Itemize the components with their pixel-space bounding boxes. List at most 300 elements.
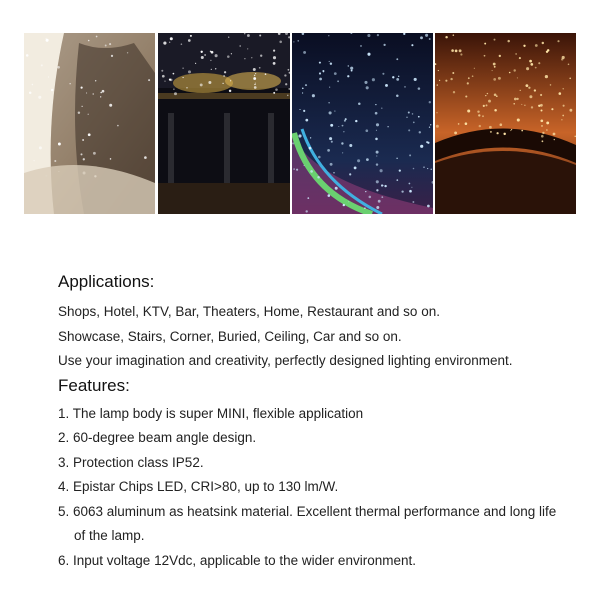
star-dot [355,120,357,122]
star-dot [144,156,147,159]
star-dot [524,105,525,106]
star-dot [46,38,47,39]
star-dot [100,92,102,94]
star-dot [472,75,474,77]
star-dot [378,200,381,203]
star-dot [408,129,410,131]
star-dot [303,165,304,166]
star-dot [358,103,361,106]
star-dot [496,95,498,97]
star-dot [305,210,307,212]
star-dot [514,98,517,101]
star-dot [204,54,206,56]
star-dot [465,95,467,97]
star-dot [307,197,309,199]
star-dot [328,35,329,36]
star-dot [418,116,420,118]
star-dot [338,126,339,127]
star-dot [479,125,481,127]
star-dot [247,34,250,37]
star-dot [499,55,501,57]
star-dot [195,63,196,64]
star-dot [493,78,496,81]
star-dot [488,100,491,103]
star-dot [273,56,276,59]
star-dot [319,78,322,81]
star-dot [82,139,84,141]
star-dot [265,73,267,75]
star-dot [46,39,49,42]
star-dot [531,106,533,108]
star-dot [186,87,188,89]
star-dot [396,95,399,98]
star-dot [344,120,346,122]
star-dot [418,87,421,90]
product-description [58,272,568,573]
star-dot [429,101,431,103]
star-dot [293,41,294,42]
star-dot [29,91,32,94]
star-dot [330,62,332,64]
star-dot [312,94,315,97]
star-dot [365,129,368,132]
star-dot [81,153,83,155]
star-dot [317,176,320,179]
star-dot [489,126,492,129]
star-dot [406,117,407,118]
star-dot [550,84,552,86]
star-dot [534,89,536,91]
star-dot [500,123,503,126]
star-dot [163,42,166,45]
star-dot [334,111,335,112]
star-dot [538,62,540,64]
star-dot [430,124,431,125]
star-dot [299,109,300,110]
star-dot [273,62,276,65]
star-dot [553,133,556,136]
star-dot [335,187,338,190]
star-dot [380,169,383,172]
star-dot [517,118,520,121]
star-dot [486,104,488,106]
star-dot [426,141,428,143]
star-dot [427,205,430,208]
star-dot [562,115,564,117]
star-dot [450,78,452,80]
star-dot [343,204,345,206]
star-dot [349,144,352,147]
star-dot [561,119,562,120]
star-dot [96,36,98,38]
star-dot [110,158,112,160]
star-dot [420,36,423,39]
star-dot [409,154,411,156]
star-dot [452,72,454,74]
star-dot [396,58,398,60]
star-dot [58,143,61,146]
applications-line: Use your imagination and creativity, perfectly designed lighting environment. [58,353,513,368]
photo-gallery [24,33,576,214]
star-dot [348,201,349,202]
star-dot [88,40,90,42]
star-dot [520,90,521,91]
star-dot [170,37,173,40]
star-dot [484,43,486,45]
star-dot [34,160,35,161]
star-dot [223,75,224,76]
star-dot [542,132,544,134]
star-dot [383,44,385,46]
star-dot [279,41,282,44]
star-dot [329,137,332,140]
star-dot [542,140,544,142]
star-dot [412,113,414,115]
star-dot [451,49,454,52]
star-dot [429,38,431,40]
star-dot [254,75,255,76]
star-dot [445,36,447,38]
star-dot [529,60,532,63]
star-dot [376,130,377,131]
star-dot [382,73,384,75]
star-dot [190,35,192,37]
star-dot [557,40,559,42]
star-dot [487,93,488,94]
star-dot [259,67,261,69]
star-dot [554,139,555,140]
star-dot [546,51,548,53]
star-dot [519,57,521,59]
star-dot [188,39,191,42]
star-dot [569,109,572,112]
star-dot [93,152,96,155]
star-dot [201,56,204,59]
feature-item: 4. Epistar Chips LED, CRI>80, up to 130 lm/W. [58,479,339,494]
star-dot [302,92,303,93]
star-dot [568,64,570,66]
star-dot [494,66,496,68]
star-dot [182,77,183,78]
star-dot [109,104,112,107]
star-dot [455,50,458,53]
star-dot [341,142,343,144]
star-dot [525,84,528,87]
star-dot [342,152,343,153]
star-dot [161,70,163,72]
star-dot [369,196,372,199]
star-dot [535,67,537,69]
feature-item: 1. The lamp body is super MINI, flexible application [58,405,364,421]
star-dot [111,55,113,57]
star-dot [409,183,411,185]
star-dot [174,92,177,95]
star-dot [366,158,369,161]
star-dot [288,69,290,71]
star-dot [57,66,60,69]
star-dot [211,69,212,70]
star-dot [83,158,85,160]
star-dot [305,119,308,122]
star-dot [516,98,518,100]
star-dot [392,76,394,78]
star-dot [319,72,321,74]
star-dot [467,82,469,84]
star-dot [318,156,321,159]
star-dot [438,70,439,71]
star-dot [41,64,43,66]
star-dot [398,76,399,77]
star-dot [411,44,413,46]
star-dot [162,75,165,78]
star-dot [364,81,367,84]
star-dot [26,54,29,57]
star-dot [273,92,275,94]
star-dot [255,83,256,84]
star-dot [468,77,470,79]
star-dot [88,114,89,115]
star-dot [384,185,386,187]
star-dot [222,83,223,84]
star-dot [210,51,211,52]
star-dot [309,147,312,150]
star-dot [396,78,399,81]
star-dot [515,53,516,54]
star-dot [357,159,360,162]
star-dot [182,68,183,69]
star-dot [551,108,553,110]
star-dot [86,92,87,93]
star-dot [328,194,331,197]
star-dot [559,92,562,95]
star-dot [425,34,428,37]
star-dot [38,96,41,99]
star-dot [404,86,405,87]
star-dot [528,87,530,89]
star-dot [423,166,425,168]
star-dot [173,88,175,90]
star-dot [414,78,417,81]
star-dot [467,109,470,112]
star-dot [102,90,105,93]
star-dot [490,131,492,133]
star-dot [546,129,547,130]
star-dot [254,86,257,89]
star-dot [376,189,378,191]
star-dot [337,80,339,82]
star-dot [375,112,378,115]
star-dot [521,104,522,105]
star-dot [367,53,370,56]
features-heading: Features: [58,375,130,395]
star-dot [541,135,544,138]
star-dot [303,51,306,54]
star-dot [372,78,375,81]
star-dot [100,96,101,97]
star-dot [224,71,226,73]
star-dot [228,37,229,38]
star-dot [540,109,542,111]
star-dot [387,126,388,127]
star-dot [375,138,378,141]
star-dot [521,130,523,132]
star-dot [275,88,278,91]
star-dot [303,110,305,112]
feature-item: 2. 60-degree beam angle design. [58,430,257,445]
star-dot [169,79,171,81]
applications-heading: Applications: [58,272,155,291]
star-dot [545,75,548,78]
star-dot [460,53,462,55]
star-dot [292,142,294,144]
photo-ceiling-arch [24,33,155,214]
star-dot [215,54,218,57]
star-dot [396,158,397,159]
star-dot [82,106,83,107]
star-dot [287,95,288,96]
star-dot [298,40,299,41]
star-dot [401,190,403,192]
star-dot [284,74,286,76]
star-dot [494,109,497,112]
applications-list [58,300,568,374]
star-dot [251,57,252,58]
star-dot [310,137,311,138]
star-dot [319,62,321,64]
star-dot [188,70,191,73]
star-dot [459,49,462,52]
star-dot [305,84,307,86]
star-dot [377,34,379,36]
star-dot [575,136,576,137]
star-dot [509,72,511,74]
star-dot [247,48,248,49]
star-dot [365,191,366,192]
star-dot [360,45,361,46]
star-dot [529,95,532,98]
star-dot [215,68,216,69]
star-dot [330,163,333,166]
star-dot [507,40,509,42]
star-dot [511,129,512,130]
star-dot [454,131,457,134]
star-dot [329,61,330,62]
star-dot [427,168,428,169]
star-dot [478,114,480,116]
star-dot [445,80,447,82]
star-dot [298,134,301,137]
star-dot [494,39,496,41]
star-dot [349,173,351,175]
star-dot [105,45,107,47]
star-dot [385,84,388,87]
star-dot [347,75,349,77]
applications-line: Showcase, Stairs, Corner, Buried, Ceiling, Car and so on. [58,328,402,344]
star-dot [331,141,333,143]
star-dot [563,88,564,89]
photo-theater-stars [435,33,576,214]
star-dot [351,70,353,72]
star-dot [327,149,330,152]
star-dot [399,169,401,171]
star-dot [562,56,565,59]
star-dot [409,190,412,193]
star-dot [354,167,357,170]
applications-line: Shops, Hotel, KTV, Bar, Theaters, Home, Restaurant and so on. [58,304,440,319]
star-dot [540,104,543,107]
star-dot [513,103,515,105]
feature-item: 5. 6063 aluminum as heatsink material. Excellent thermal performance and long life of the lamp. [58,503,557,543]
star-dot [458,123,460,125]
star-dot [383,185,384,186]
star-dot [376,156,377,157]
feature-item: 3. Protection class IP52. [58,454,204,470]
star-dot [201,51,203,53]
photo-bar-ceiling [158,33,290,214]
star-dot [494,93,497,96]
star-dot [540,94,542,96]
star-dot [485,95,486,96]
star-dot [483,105,485,107]
star-dot [244,58,245,59]
star-dot [381,196,383,198]
star-dot [484,55,486,57]
star-dot [535,44,538,47]
star-dot [437,84,438,85]
star-dot [343,131,344,132]
star-dot [498,77,501,80]
star-dot [375,104,376,105]
star-dot [513,69,515,71]
features-list [58,402,568,574]
star-dot [32,84,34,86]
star-dot [541,125,543,127]
star-dot [208,81,211,84]
star-dot [465,122,468,125]
star-dot [492,70,493,71]
star-dot [259,34,261,36]
star-dot [330,124,333,127]
star-dot [411,187,412,188]
star-dot [48,76,49,77]
star-dot [210,60,211,61]
star-dot [350,67,353,70]
star-dot [231,53,232,54]
star-dot [503,133,505,135]
star-dot [381,108,382,109]
star-dot [429,127,430,128]
star-dot [117,125,119,127]
star-dot [181,43,183,45]
star-dot [255,73,256,74]
star-dot [164,80,165,81]
star-dot [453,91,455,93]
star-dot [230,80,231,81]
star-dot [328,102,329,103]
star-dot [70,83,71,84]
star-dot [530,63,533,66]
star-dot [412,201,414,203]
star-dot [546,121,549,124]
star-dot [538,105,540,107]
star-dot [376,180,379,183]
star-dot [173,73,175,75]
star-dot [293,168,294,169]
star-dot [413,168,415,170]
star-dot [510,130,511,131]
star-dot [239,45,241,47]
star-dot [408,111,410,113]
